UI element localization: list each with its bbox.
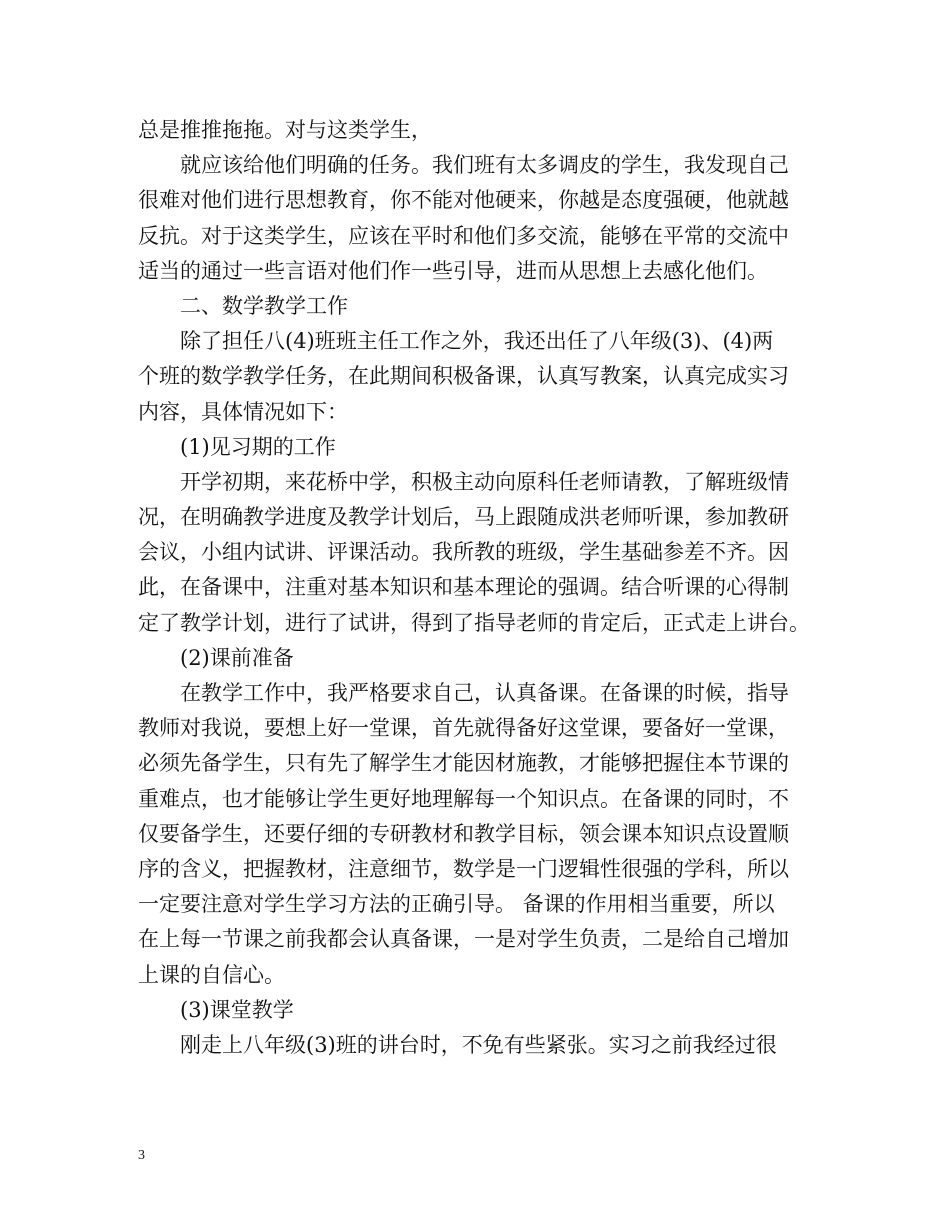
text-line: (2)课前准备 [180,645,294,670]
text-line: 仅要备学生，还要仔细的专研教材和教学目标，领会课本知识点设置顺 [138,821,789,846]
text-line: 定了教学计划，进行了试讲，得到了指导老师的肯定后，正式走上讲台。 [138,610,810,635]
text-line: 刚走上八年级(3)班的讲台时，不免有些紧张。实习之前我经过很 [180,1032,777,1057]
text-line: 很难对他们进行思想教育，你不能对他硬来，你越是态度强硬，他就越 [138,188,789,213]
text-line: 上课的自信心。 [138,962,285,987]
text-line: 适当的通过一些言语对他们作一些引导，进而从思想上去感化他们。 [138,258,768,283]
text-line: 必须先备学生，只有先了解学生才能因材施教，才能够把握住本节课的 [138,751,789,776]
text-line: 教师对我说，要想上好一堂课，首先就得备好这堂课，要备好一堂课， [138,716,789,741]
text-line: 在上每一节课之前我都会认真备课，一是对学生负责，二是给自己增加 [138,927,789,952]
text-line: (3)课堂教学 [180,997,294,1022]
text-line: 总是推推拖拖。对与这类学生， [138,118,432,142]
text-line: 就应该给他们明确的任务。我们班有太多调皮的学生，我发现自己 [180,153,789,178]
text-line: 会议，小组内试讲、评课活动。我所教的班级，学生基础参差不齐。因 [138,540,789,565]
document-body [138,113,828,1063]
text-line: 二、数学教学工作 [180,293,348,318]
text-line: 在教学工作中，我严格要求自己，认真备课。在备课的时候，指导 [180,681,789,705]
text-line: 开学初期，来花桥中学，积极主动向原科任老师请教，了解班级情 [180,469,789,494]
text-line: 序的含义，把握教材，注意细节，数学是一门逻辑性很强的学科，所以 [138,856,789,881]
text-line: 个班的数学教学任务，在此期间积极备课，认真写教案，认真完成实习 [138,364,789,389]
text-line: 重难点，也才能够让学生更好地理解每一个知识点。在备课的同时，不 [138,786,789,811]
page-number: 3 [138,1148,145,1163]
text-line: (1)见习期的工作 [180,434,336,459]
text-line: 此，在备课中，注重对基本知识和基本理论的强调。结合听课的心得制 [138,575,789,600]
text-line: 一定要注意对学生学习方法的正确引导。 备课的作用相当重要，所以 [138,892,775,917]
text-line: 内容，具体情况如下： [138,399,348,424]
text-line: 除了担任八(4)班班主任工作之外，我还出任了八年级(3)、(4)两 [180,329,774,354]
text-line: 反抗。对于这类学生，应该在平时和他们多交流，能够在平常的交流中 [138,223,789,248]
text-line: 况，在明确教学进度及教学计划后，马上跟随成洪老师听课，参加教研 [138,505,789,530]
